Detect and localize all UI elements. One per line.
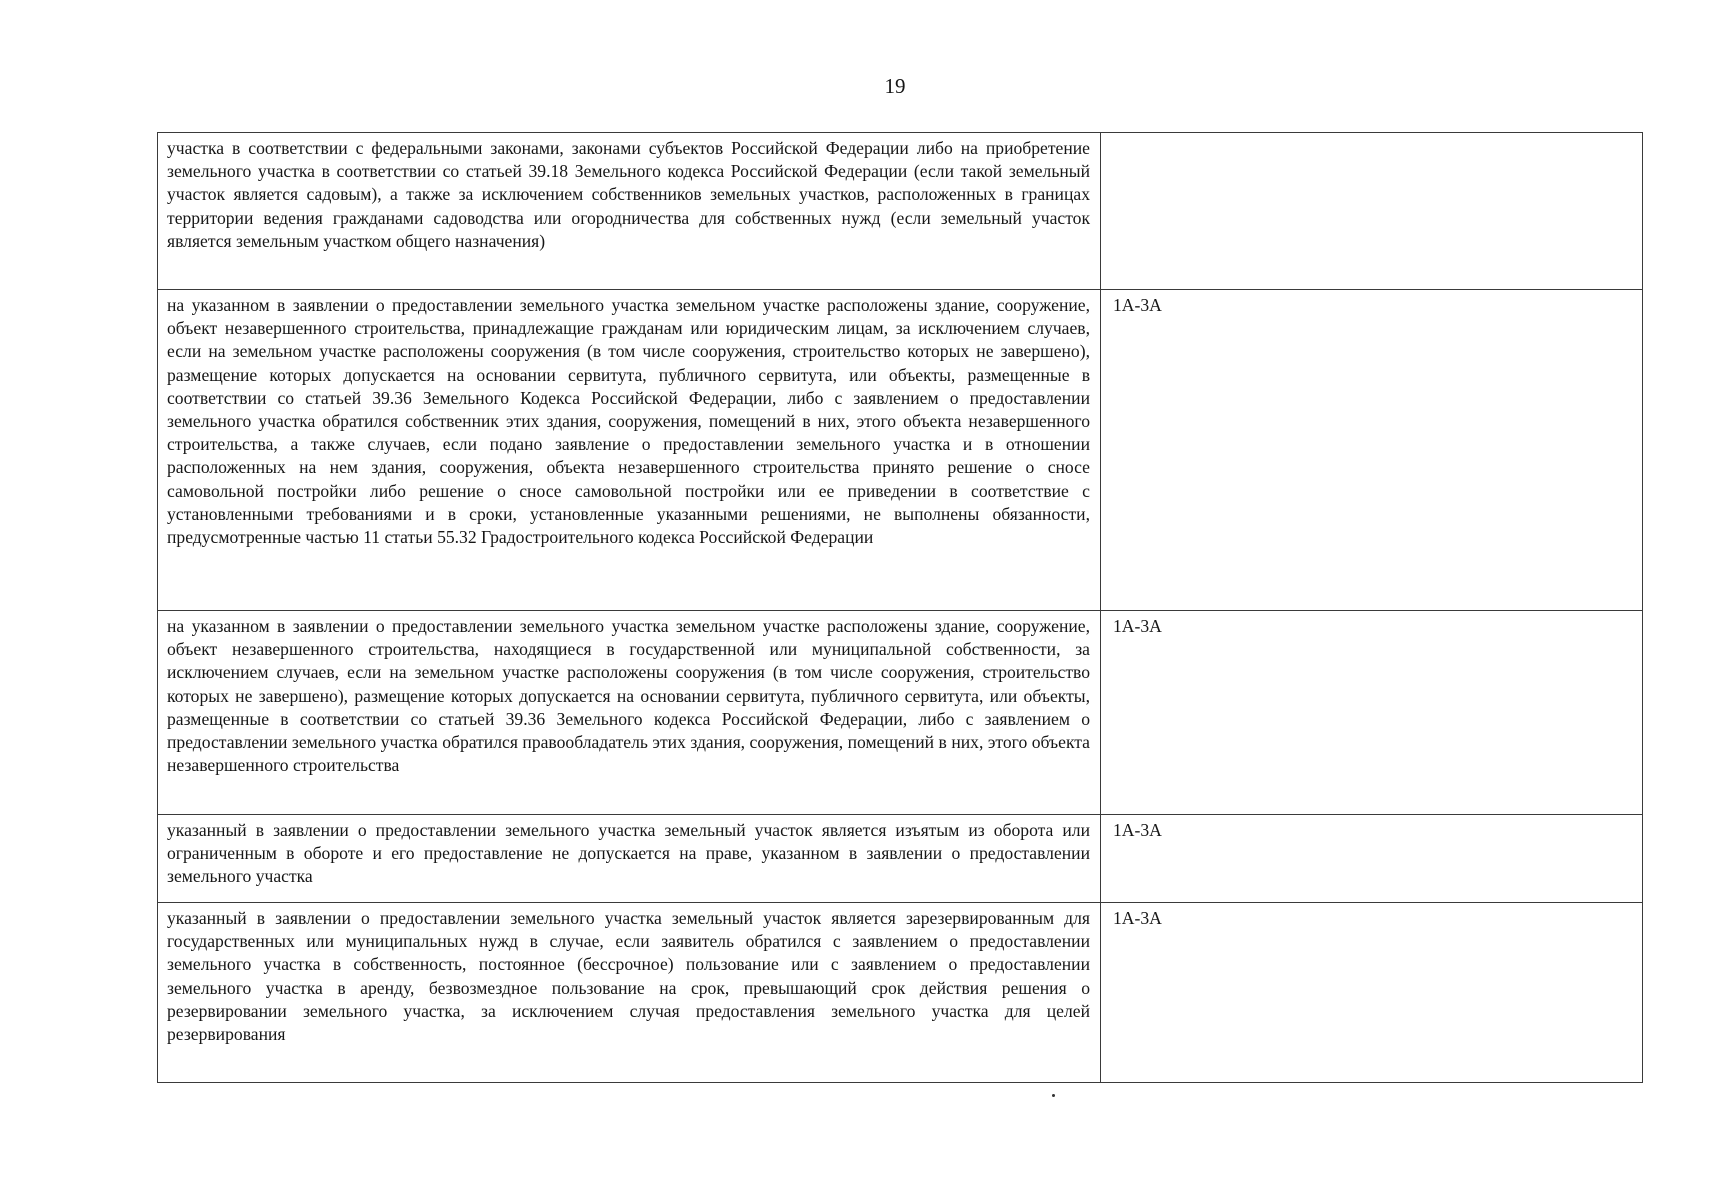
grounds-table [157,132,1643,1083]
table-row [158,611,1643,815]
table-row [158,133,1643,290]
row-code-cell: 1А-3А [1101,290,1643,611]
row-code-cell: 1А-3А [1101,611,1643,815]
row-text-cell: указанный в заявлении о предоставлении земельного участка земельный участок является изъятым из оборота или ограниченным в обороте и его предоставление не допускается на праве, указанном в заявлении о предоставлении земельного участка [158,815,1101,903]
row-text-cell: участка в соответствии с федеральными законами, законами субъектов Российской Федерации либо на приобретение земельного участка в соответствии со статьей 39.18 Земельного кодекса Российской Федерации (если такой земельный участок является садовым), а также за исключением собственников земельных участков, расположенных в границах территории ведения гражданами садоводства или огородничества для собственных нужд (если земельный участок является земельным участком общего назначения) [158,133,1101,290]
table-row [158,903,1643,1083]
row-code-cell: 1А-3А [1101,903,1643,1083]
row-text-cell: на указанном в заявлении о предоставлении земельного участка земельном участке расположены здание, сооружение, объект незавершенного строительства, находящиеся в государственной или муниципальной собственности, за исключением случаев, если на земельном участке расположены сооружения (в том числе сооружения, строительство которых не завершено), размещение которых допускается на основании сервитута, публичного сервитута, или объекты, размещенные в соответствии со статьей 39.36 Земельного кодекса Российской Федерации, либо с заявлением о предоставлении земельного участка обратился правообладатель этих здания, сооружения, помещений в них, этого объекта незавершенного строительства [158,611,1101,815]
row-code-cell: 1А-3А [1101,815,1643,903]
table-row [158,290,1643,611]
row-text-cell: на указанном в заявлении о предоставлении земельного участка земельном участке расположены здание, сооружение, объект незавершенного строительства, принадлежащие гражданам или юридическим лицам, за исключением случаев, если на земельном участке расположены сооружения (в том числе сооружения, строительство которых не завершено), размещение которых допускается на основании сервитута, публичного сервитута, или объекты, размещенные в соответствии со статьей 39.36 Земельного Кодекса Российской Федерации, либо с заявлением о предоставлении земельного участка обратился собственник этих здания, сооружения, помещений в них, этого объекта незавершенного строительства, а также случаев, если подано заявление о предоставлении земельного участка и в отношении расположенных на нем здания, сооружения, объекта незавершенного строительства принято решение о сносе самовольной постройки либо решение о сносе самовольной постройки или ее приведении в соответствие с установленными требованиями и в сроки, установленные указанными решениями, не выполнены обязанности, предусмотренные частью 11 статьи 55.32 Градостроительного кодекса Российской Федерации [158,290,1101,611]
row-text-cell: указанный в заявлении о предоставлении земельного участка земельный участок является зарезервированным для государственных или муниципальных нужд в случае, если заявитель обратился с заявлением о предоставлении земельного участка в собственность, постоянное (бессрочное) пользование или с заявлением о предоставлении земельного участка в аренду, безвозмездное пользование на срок, превышающий срок действия решения о резервировании земельного участка, за исключением случая предоставления земельного участка для целей резервирования [158,903,1101,1083]
page-number: 19 [884,74,906,98]
table-row [158,815,1643,903]
row-code-cell [1101,133,1643,290]
scan-speck [1052,1094,1055,1097]
